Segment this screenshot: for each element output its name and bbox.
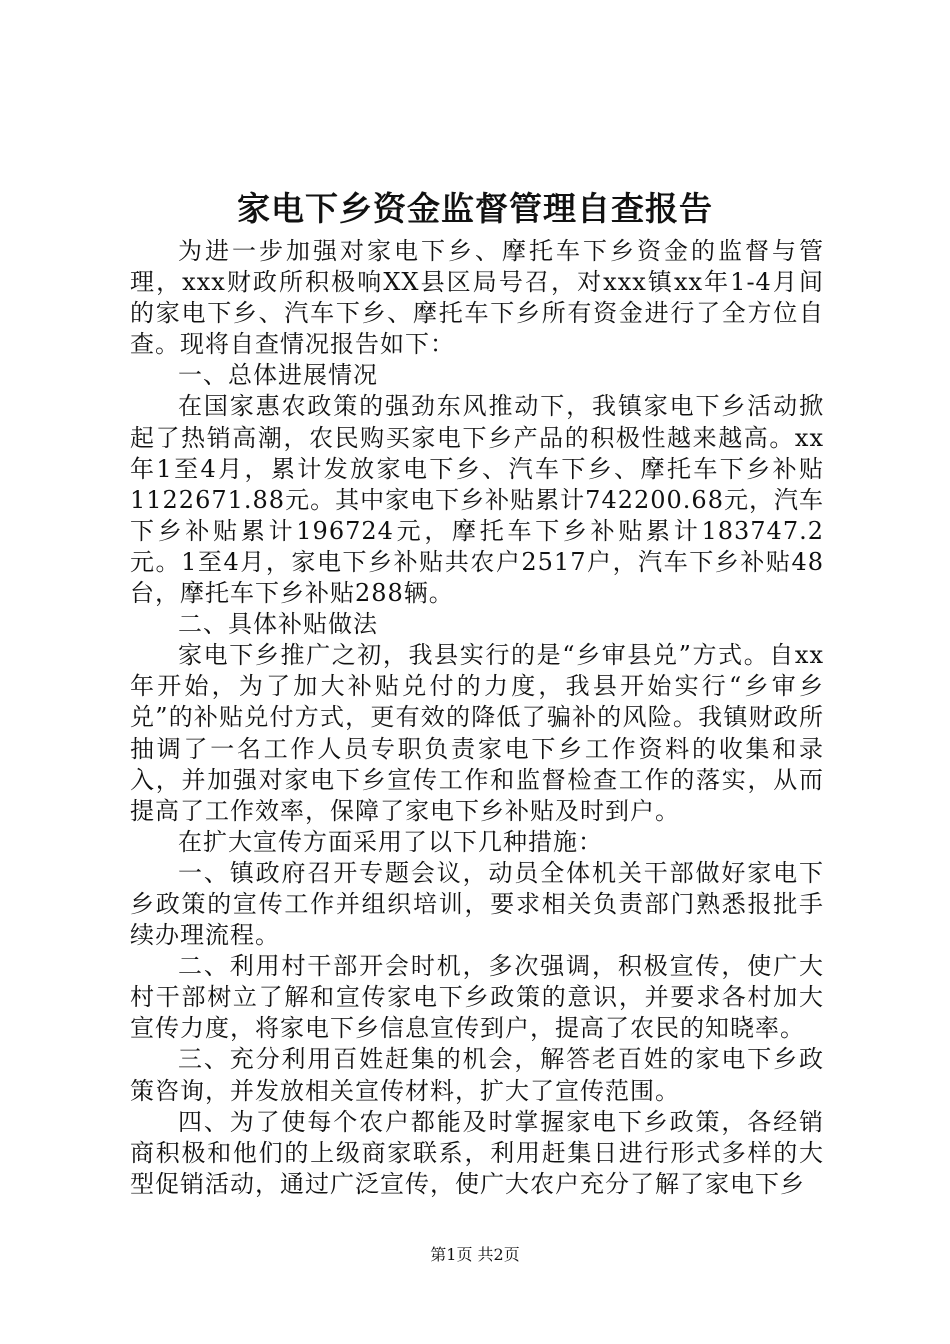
paragraph-intro: 为进一步加强对家电下乡、摩托车下乡资金的监督与管理，xxx财政所积极响XX县区局号召，对xxx镇xx年1-4月间的家电下乡、汽车下乡、摩托车下乡所有资金进行了全方位自查。现将自查情况报告如下： [130,237,824,359]
page-footer: 第1页 共2页 [430,1245,520,1264]
section-heading-subsidy-method: 二、具体补贴做法 [178,610,378,639]
paragraph-subsidy-method: 家电下乡推广之初，我县实行的是“乡审县兑”方式。自xx年开始，为了加大补贴兑付的力度，我县开始实行“乡审乡兑”的补贴兑付方式，更有效的降低了骗补的风险。我镇财政所抽调了一名工作人员专职负责家电下乡工作资料的收集和录入，并加强对家电下乡宣传工作和监督检查工作的落实，从而提高了工作效率，保障了家电下乡补贴及时到户。 [130,641,824,825]
list-item-measure-1: 一、镇政府召开专题会议，动员全体机关干部做好家电下乡政策的宣传工作并组织培训，要求相关负责部门熟悉报批手续办理流程。 [130,858,824,950]
paragraph-overall-progress: 在国家惠农政策的强劲东风推动下，我镇家电下乡活动掀起了热销高潮，农民购买家电下乡产品的积极性越来越高。xx年1至4月，累计发放家电下乡、汽车下乡、摩托车下乡补贴1122671.88元。其中家电下乡补贴累计742200.68元，汽车下乡补贴累计196724元，摩托车下乡补贴累计183747.2元。1至4月，家电下乡补贴共农户2517户，汽车下乡补贴48台，摩托车下乡补贴288辆。 [130,392,824,608]
list-item-measure-3: 三、充分利用百姓赶集的机会，解答老百姓的家电下乡政策咨询，并发放相关宣传材料，扩大了宣传范围。 [130,1045,824,1105]
list-item-measure-2: 二、利用村干部开会时机，多次强调，积极宣传，使广大村干部树立了解和宣传家电下乡政策的意识，并要求各村加大宣传力度，将家电下乡信息宣传到户，提高了农民的知晓率。 [130,952,824,1043]
paragraph-publicity-intro: 在扩大宣传方面采用了以下几种措施： [178,827,603,856]
section-heading-overall-progress: 一、总体进展情况 [178,361,378,390]
document-body [130,236,824,1200]
document-title: 家电下乡资金监督管理自查报告 [237,189,713,228]
list-item-measure-4: 四、为了使每个农户都能及时掌握家电下乡政策，各经销商积极和他们的上级商家联系，利用赶集日进行形式多样的大型促销活动，通过广泛宣传，使广大农户充分了解了家电下乡 [130,1107,824,1198]
